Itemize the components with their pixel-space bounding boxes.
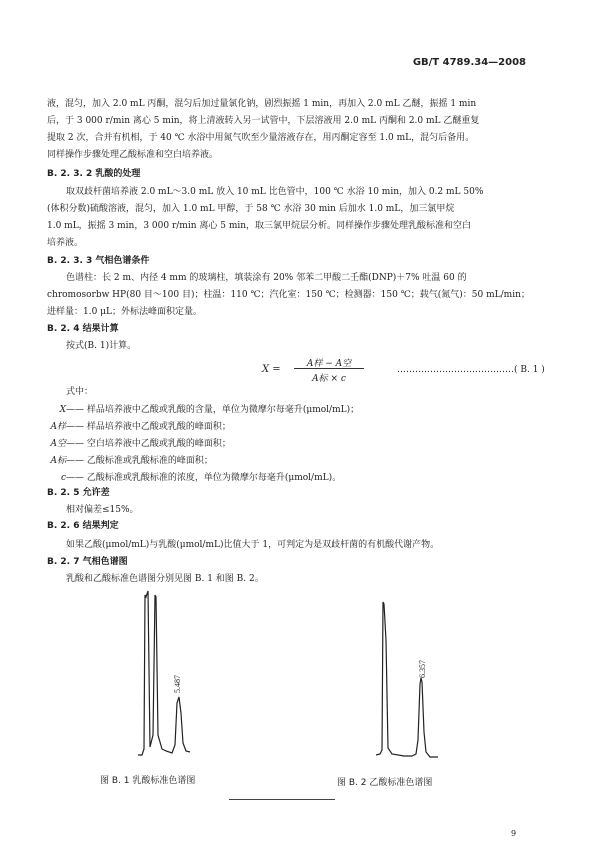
- peak-label-b2: 6.357: [418, 660, 427, 678]
- b232-line-1: 取双歧杆菌培养液 2.0 mL～3.0 mL 放入 10 mL 比色管中，100 ℃ 水浴 10 min，加入 0.2 mL 50%: [66, 187, 484, 197]
- caption-b1: 图 B. 1 乳酸标准色谱图: [100, 776, 196, 786]
- formula-denominator: A标 × c: [312, 374, 346, 384]
- chromatogram-b1-trace: [138, 591, 190, 755]
- b232-line-2: (体积分数)硫酸溶液，混匀，加入 1.0 mL 甲醇，于 58 ℃ 水浴 30 min 后加水 1.0 mL，加三氯甲烷: [47, 204, 455, 214]
- formula-lhs: X =: [262, 364, 281, 375]
- heading-b27: B. 2. 7 气相色谱图: [47, 557, 128, 567]
- heading-b25: B. 2. 5 允许差: [47, 488, 110, 498]
- formula-numerator: A样 − A空: [306, 359, 352, 369]
- b26-text: 如果乙酸(μmol/mL)与乳酸(μmol/mL)比值大于 1，可判定为是双歧杆菌的有机酸代谢产物。: [66, 540, 440, 550]
- caption-b2: 图 B. 2 乙酸标准色谱图: [337, 778, 433, 788]
- footer-rule: [229, 799, 335, 800]
- def-a-blank: [47, 439, 231, 450]
- def-a-sample-text: —— 样品培养液中乙酸或乳酸的峰面积；: [66, 422, 231, 432]
- b25-text: 相对偏差≤15%。: [66, 505, 139, 515]
- intro-line-3: 提取 2 次，合并有机相，于 40 ℃ 水浴中用氮气吹至少量溶液存在，用丙酮定容至 1.0 mL，混匀后备用。: [47, 133, 475, 143]
- b24-lead: 按式(B. 1)计算。: [66, 341, 137, 351]
- heading-b26: B. 2. 6 结果判定: [47, 521, 119, 531]
- def-a-standard: [47, 456, 213, 467]
- where-label: 式中：: [66, 387, 94, 397]
- b233-line-3: 进样量：1.0 μL；外标法峰面积定量。: [47, 307, 203, 317]
- b27-text: 乳酸和乙酸标准色谱图分别见图 B. 1 和图 B. 2。: [66, 574, 264, 584]
- def-a-standard-text: —— 乙酸标准或乳酸标准的峰面积；: [66, 456, 213, 466]
- def-a-blank-text: —— 空白培养液中乙酸或乳酸的峰面积；: [66, 439, 231, 449]
- chromatogram-b2-trace: [376, 602, 438, 757]
- b233-line-1: 色谱柱：长 2 m、内径 4 mm 的玻璃柱，填装涂有 20% 邻苯二甲酸二壬酯(DNP)＋7% 吐温 60 的: [66, 273, 467, 283]
- def-a-sample: [47, 422, 231, 433]
- def-a-sample-symbol: A样: [50, 422, 66, 432]
- def-a-blank-symbol: A空: [50, 439, 66, 449]
- chromatogram-b1: [128, 585, 208, 765]
- standard-number: GB/T 4789.34—2008: [412, 57, 526, 68]
- heading-b233: B. 2. 3. 3 气相色谱条件: [47, 256, 150, 266]
- def-x-text: —— 样品培养液中乙酸或乳酸的含量，单位为微摩尔每毫升(μmol/mL)；: [66, 405, 360, 415]
- def-c-symbol: c: [60, 473, 66, 483]
- page-number: 9: [511, 829, 517, 838]
- def-x: [47, 405, 359, 416]
- b232-line-3: 1.0 mL，振摇 3 min，3 000 r/min 离心 5 min，取三氯甲烷层分析。同样操作步骤处理乳酸标准和空白: [47, 221, 472, 231]
- peak-label-b1: 5.487: [173, 675, 182, 693]
- def-a-standard-symbol: A标: [50, 456, 66, 466]
- fraction-bar: [294, 368, 364, 369]
- intro-line-2: 后，于 3 000 r/min 离心 5 min，将上清液转入另一试管中，下层溶液用 2.0 mL 丙酮和 2.0 mL 乙醚重复: [47, 116, 480, 126]
- formula-tag: …………………………………( B. 1 ): [397, 365, 545, 375]
- def-x-symbol: X: [59, 405, 66, 415]
- chromatogram-b2: [370, 600, 450, 765]
- intro-line-1: 液，混匀，加入 2.0 mL 丙酮，混匀后加过量氯化钠，剧烈振摇 1 min，再加入 2.0 mL 乙醚，振摇 1 min: [47, 99, 477, 109]
- heading-b24: B. 2. 4 结果计算: [47, 324, 119, 334]
- intro-line-4: 同样操作步骤处理乙酸标准和空白培养液。: [47, 150, 219, 160]
- heading-b232: B. 2. 3. 2 乳酸的处理: [47, 169, 141, 179]
- b233-line-2: chromosorbw HP(80 目～100 目)；柱温：110 ℃；汽化室：150 ℃；检测器：150 ℃；载气(氮气)：50 mL/min；: [47, 290, 530, 300]
- def-c: [47, 473, 341, 484]
- def-c-text: —— 乙酸标准或乳酸标准的浓度，单位为微摩尔每毫升(μmol/mL)。: [66, 473, 342, 483]
- b232-line-4: 培养液。: [47, 238, 84, 248]
- formula-b1: [262, 354, 402, 386]
